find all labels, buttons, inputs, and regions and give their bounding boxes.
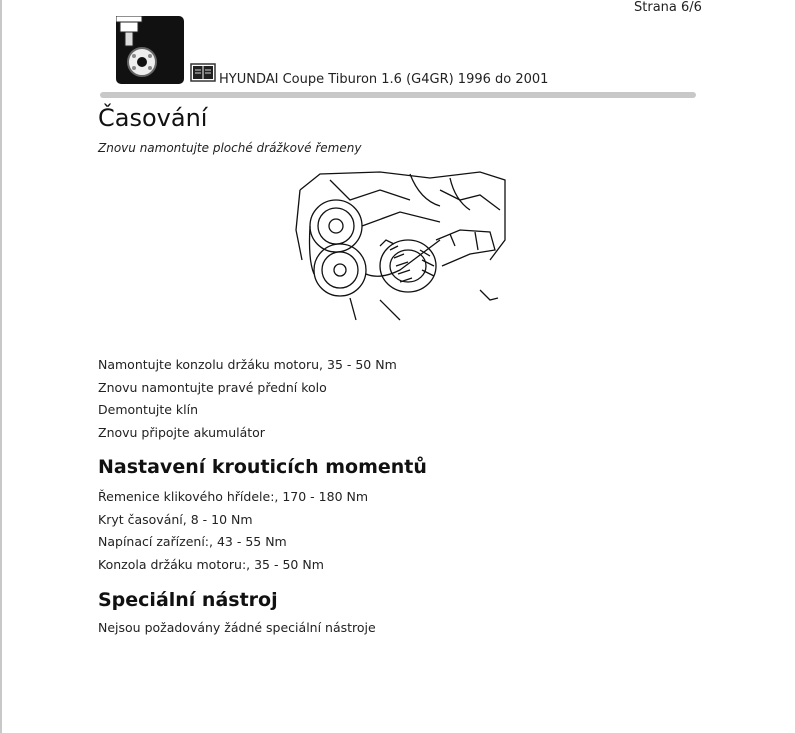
engine-belt-alternator-diagram	[290, 170, 510, 322]
left-page-rule	[0, 0, 2, 733]
page-title: Časování	[98, 104, 208, 132]
engine-piston-gear-icon	[116, 16, 184, 84]
header-divider-bar	[100, 92, 696, 98]
vehicle-title: HYUNDAI Coupe Tiburon 1.6 (G4GR) 1996 do 2001	[219, 72, 549, 87]
page-number: Strana 6/6	[634, 0, 702, 15]
torque-item: Konzola držáku motoru:, 35 - 50 Nm	[98, 557, 324, 572]
torque-item: Napínací zařízení:, 43 - 55 Nm	[98, 534, 287, 549]
step-item: Namontujte konzolu držáku motoru, 35 - 50 Nm	[98, 357, 397, 372]
torque-settings-heading: Nastavení krouticích momentů	[98, 456, 427, 478]
manual-book-icon	[190, 62, 216, 82]
torque-item: Řemenice klikového hřídele:, 170 - 180 Nm	[98, 489, 369, 504]
step-item: Znovu připojte akumulátor	[98, 425, 265, 440]
special-tools-text: Nejsou požadovány žádné speciální nástroje	[98, 620, 376, 635]
special-tools-heading: Speciální nástroj	[98, 589, 278, 611]
step-item: Znovu namontujte pravé přední kolo	[98, 380, 327, 395]
torque-item: Kryt časování, 8 - 10 Nm	[98, 512, 253, 527]
section-subtitle: Znovu namontujte ploché drážkové řemeny	[98, 141, 362, 155]
step-item: Demontujte klín	[98, 402, 199, 417]
